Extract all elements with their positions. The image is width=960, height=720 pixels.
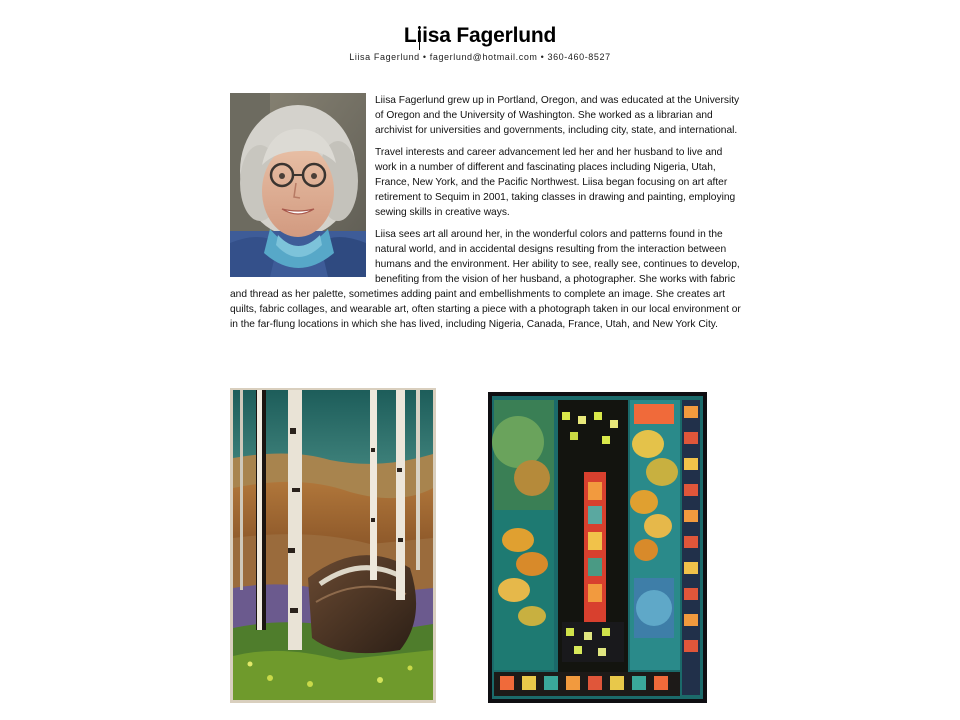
- birch-forest-art-quilt: [230, 388, 436, 703]
- bio-paragraph-2: Travel interests and career advancement led her and her husband to live and work in a number of different and fascinating places including Nigeria, Utah, France, New York, and the Pacific Northwest. Liisa began focusing on art after retirement to Sequim in 2001, taking classes in drawing and painting, employing sewing skills in creative ways.: [375, 147, 736, 218]
- page-title: Liisa Fagerlund: [403, 24, 557, 47]
- abstract-geometric-art-quilt: [488, 392, 707, 703]
- portrait-photo: [230, 93, 366, 277]
- bio-section: [230, 93, 745, 339]
- contact-line: Liisa Fagerlund • fagerlund@hotmail.com • 360-460-8527: [349, 52, 611, 62]
- bio-paragraph-1: Liisa Fagerlund grew up in Portland, Oregon, and was educated at the University of Oregon and the University of Washington. She worked as a librarian and archivist for universities and governments, including city, state, and international.: [375, 95, 740, 136]
- bio-paragraph-3: Liisa sees art all around her, in the wonderful colors and patterns found in the natural world, and in accidental designs resulting from the interaction between humans and the environment. Her ability to see, really see, continues to develop, benefiting from the vision of her husband, a photographer. She works with fabric and thread as her palette, sometimes adding paint and embellishments to complete an image. She creates art quilts, fabric collages, and wearable art, often starting a piece with a photograph taken in our local environment or in the far-flung locations in which she has lived, including Nigeria, Canada, France, Utah, and New York City.: [230, 229, 741, 330]
